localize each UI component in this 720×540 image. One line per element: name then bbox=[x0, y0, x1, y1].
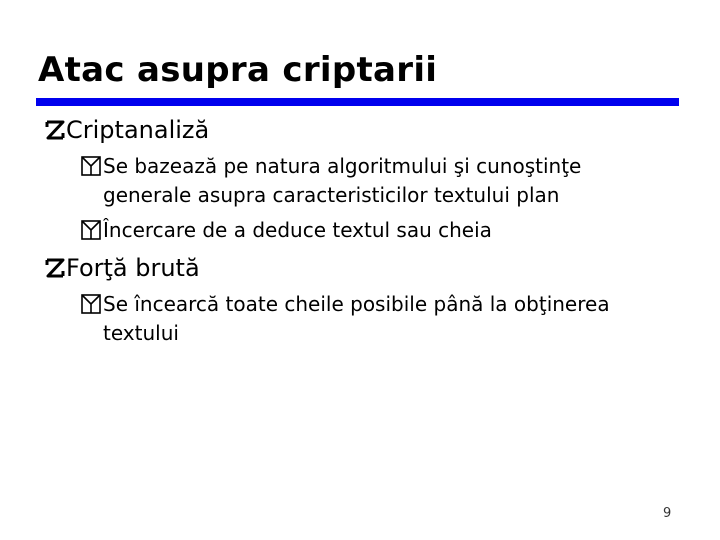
subbullet-item-toate-cheile bbox=[81, 291, 610, 317]
bullet-item-forta-bruta bbox=[44, 253, 200, 283]
boxed-y-bullet-icon bbox=[81, 220, 101, 240]
subbullet-text-line1: Se bazează pe natura algoritmului şi cunoştinţe bbox=[103, 154, 582, 178]
z-shaped-bullet-icon bbox=[44, 257, 66, 279]
z-shaped-bullet-icon bbox=[44, 119, 66, 141]
subbullet-text-line1: Încercare de a deduce textul sau cheia bbox=[103, 218, 492, 242]
bullet-item-criptanaliza bbox=[44, 115, 209, 145]
subbullet-text-line2: textului bbox=[103, 321, 179, 345]
page-number: 9 bbox=[663, 506, 672, 521]
bullet-text: Forţă brută bbox=[66, 254, 200, 282]
bullet-text: Criptanaliză bbox=[66, 116, 210, 144]
title-underline-bar bbox=[36, 98, 679, 106]
slide-title: Atac asupra criptarii bbox=[38, 50, 438, 90]
subbullet-continuation bbox=[103, 182, 559, 208]
subbullet-item-natura-algoritmului bbox=[81, 153, 581, 179]
boxed-y-bullet-icon bbox=[81, 294, 101, 314]
subbullet-continuation bbox=[103, 320, 179, 346]
subbullet-text-line1: Se încearcă toate cheile posibile până la obţinerea bbox=[103, 292, 610, 316]
boxed-y-bullet-icon bbox=[81, 156, 101, 176]
subbullet-text-line2: generale asupra caracteristicilor textului plan bbox=[103, 183, 560, 207]
subbullet-item-incercare bbox=[81, 217, 492, 243]
